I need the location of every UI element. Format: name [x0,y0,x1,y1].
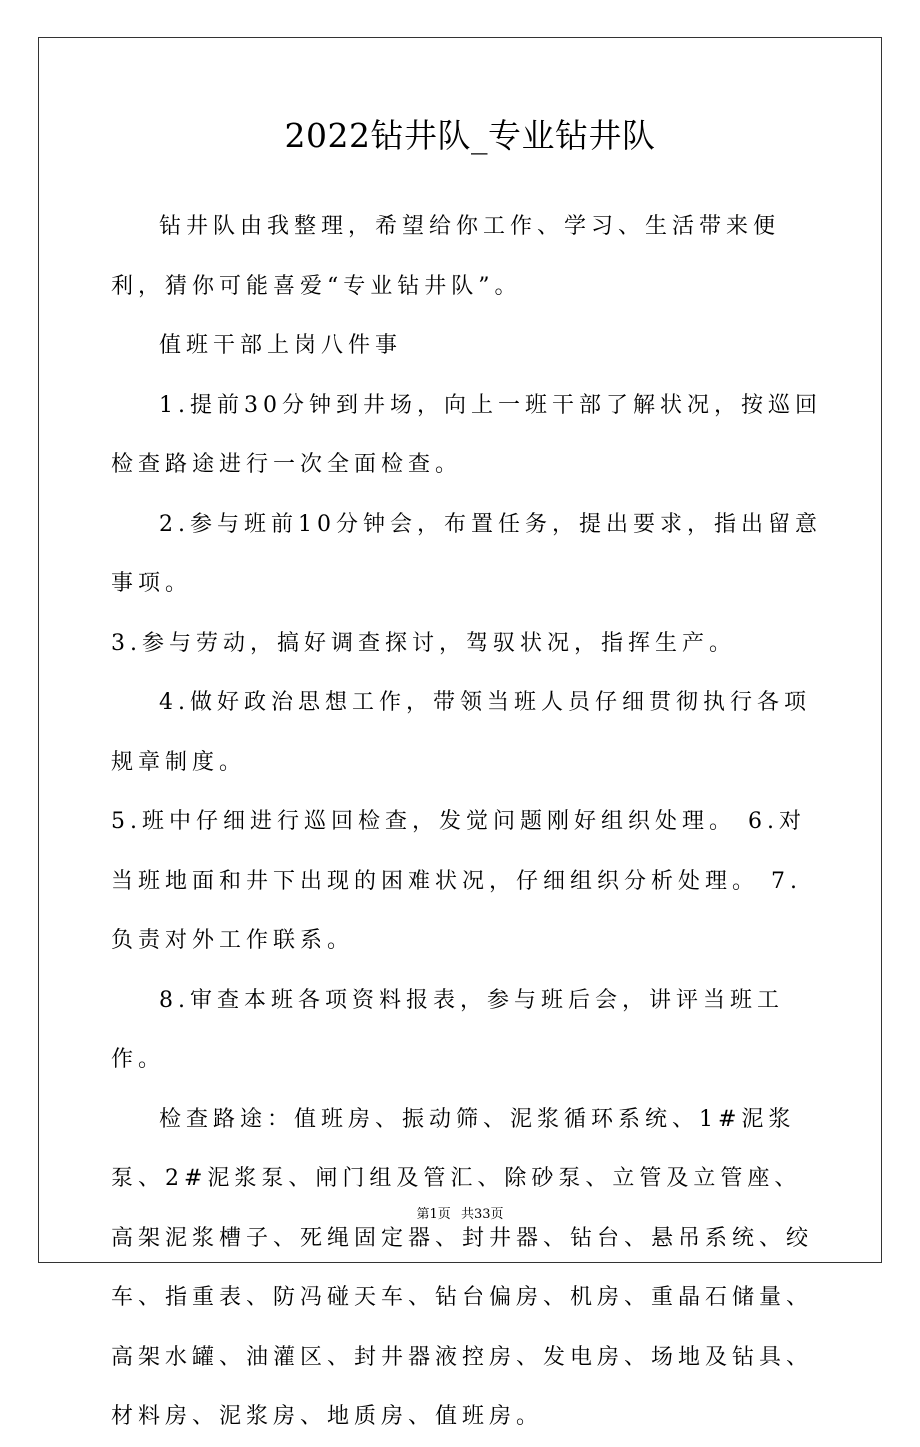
document-title: 2022钻井队_专业钻井队 [284,116,656,155]
item-paragraph-3: 3.参与劳动，搞好调查探讨，驾驭状况，指挥生产。 [111,630,736,656]
item-paragraph-1: 1.提前30分钟到井场，向上一班干部了解状况，按巡回检查路途进行一次全面检查。 [111,392,822,477]
section-heading: 值班干部上岗八件事 [159,333,403,358]
document-body [111,197,823,1447]
page-number: 第1页 [416,1207,451,1222]
item-paragraph-2: 2.参与班前10分钟会，布置任务，提出要求，指出留意事项。 [111,511,822,596]
inspection-route-paragraph: 检查路途：值班房、振动筛、泥浆循环系统、1#泥浆泵、2#泥浆泵、闸门组及管汇、除砂泵、立管及立管座、高架泥浆槽子、死绳固定器、封井器、钻台、悬吊系统、绞车、指重表、防冯碰天车、钻台偏房、机房、重晶石储量、高架水罐、油灌区、封井器液控房、发电房、场地及钻具、材料房、泥浆房、地质房、值班房。 [111,1106,814,1429]
intro-paragraph: 钻井队由我整理，希望给你工作、学习、生活带来便利，猜你可能喜爱“专业钻井队”。 [111,214,781,299]
total-pages: 共33页 [460,1207,504,1222]
item-paragraph-4: 4.做好政治思想工作，带领当班人员仔细贯彻执行各项规章制度。 [111,690,811,775]
item-paragraph-5-7: 5.班中仔细进行巡回检查，发觉问题刚好组织处理。 6.对当班地面和井下出现的困难状况，仔细组织分析处理。 7.负责对外工作联系。 [111,809,806,953]
page-footer [0,1206,920,1224]
item-paragraph-8: 8.审查本班各项资料报表，参与班后会，讲评当班工作。 [111,987,784,1072]
